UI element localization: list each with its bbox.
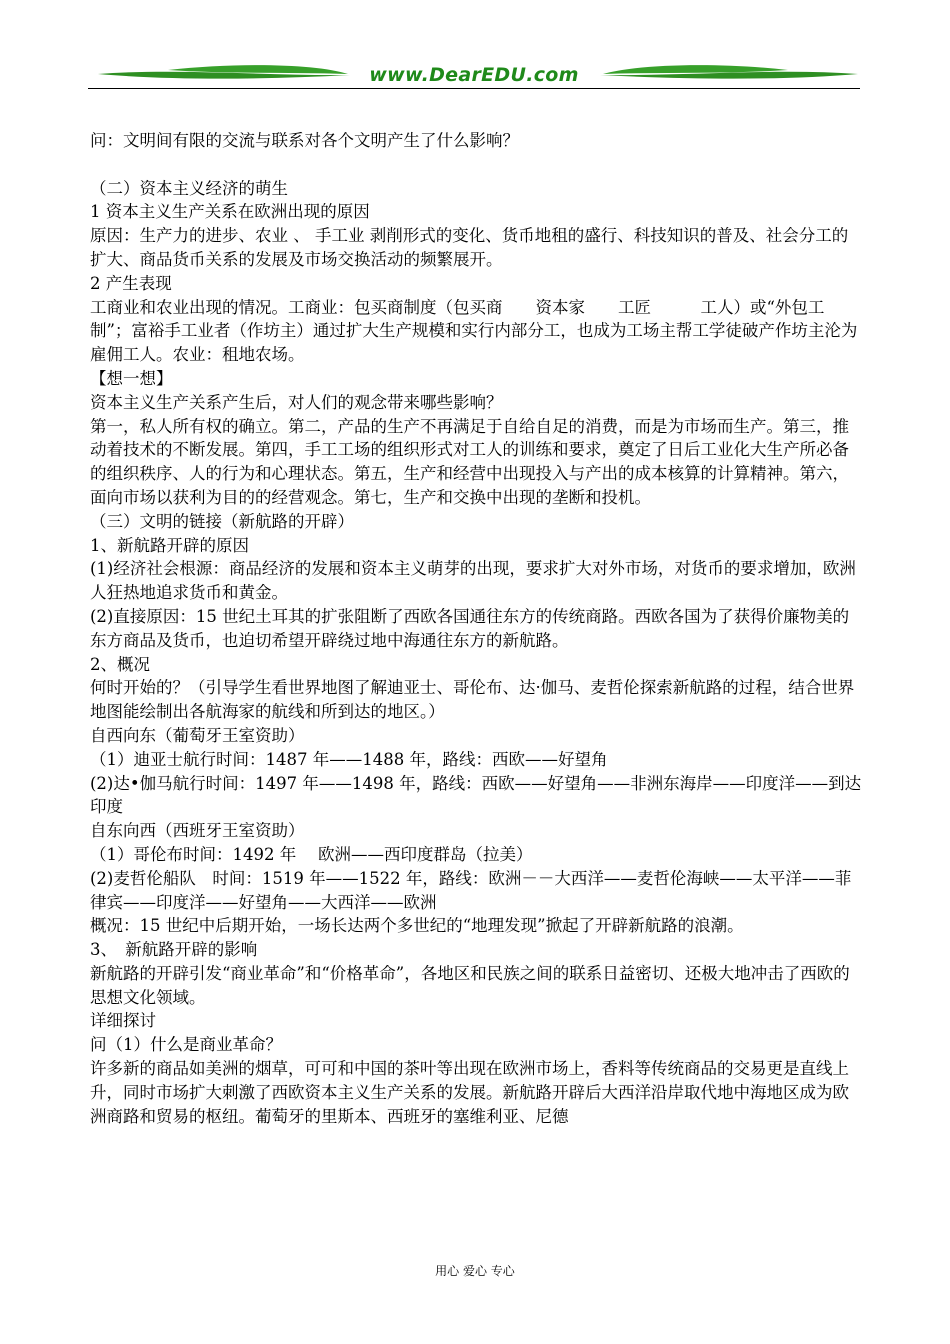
question-line: 问（1）什么是商业革命？: [90, 1035, 282, 1055]
question-line: 问：文明间有限的交流与联系对各个文明产生了什么影响？: [90, 131, 519, 150]
paragraph: 工商业和农业出现的情况。工商业：包买商制度（包买商 资本家 工匠 工人）或“外包工制”；富裕手工业者（作坊主）通过扩大生产规模和实行内部分工，也成为工场主帮工学徒破产作坊主沦为雇佣工人。农业：租地农场。: [90, 297, 858, 365]
paragraph: 新航路的开辟引发“商业革命”和“价格革命”，各地区和民族之间的联系日益密切、还极大地冲击了西欧的思想文化领域。: [90, 963, 850, 1007]
subheading: 详细探讨: [90, 1011, 156, 1031]
section-heading: （三）文明的链接（新航路的开辟）: [90, 511, 354, 531]
subheading: 2、概况: [90, 654, 150, 674]
subheading: 自西向东（葡萄牙王室资助）: [90, 725, 305, 745]
paragraph: (2)达•伽马航行时间：1497 年——1498 年，路线：西欧——好望角——非洲东海岸——印度洋——到达印度: [90, 773, 862, 817]
subheading: 3、 新航路开辟的影响: [90, 940, 258, 960]
paragraph: 资本主义生产关系产生后，对人们的观念带来哪些影响？: [90, 392, 503, 412]
subheading: 2 产生表现: [90, 273, 172, 293]
paragraph: 许多新的商品如美洲的烟草，可可和中国的茶叶等出现在欧洲市场上，香料等传统商品的交易更是直线上升，同时市场扩大刺激了西欧资本主义生产关系的发展。新航路开辟后大西洋沿岸取代地中海地区成为欧洲商路和贸易的枢纽。葡萄牙的里斯本、西班牙的塞维利亚、尼德: [90, 1059, 849, 1126]
paragraph: (1)经济社会根源：商品经济的发展和资本主义萌芽的出现，要求扩大对外市场，对货币的要求增加，欧洲人狂热地追求货币和黄金。: [90, 559, 856, 603]
blank-line: [90, 153, 862, 177]
page-footer: 用心 爱心 专心: [435, 1264, 515, 1278]
subheading: 1、新航路开辟的原因: [90, 535, 249, 555]
site-header-banner: [88, 58, 860, 92]
paragraph: 第一，私人所有权的确立。第二，产品的生产不再满足于自给自足的消费，而是为市场而生产。第三，推动着技术的不断发展。第四，手工工场的组织形式对工人的训练和要求，奠定了日后工业化大生产所必备的组织秩序、人的行为和心理状态。第五，生产和经营中出现投入与产出的成本核算的计算精神。第六，面向市场以获利为目的的经营观念。第七，生产和交换中出现的垄断和投机。: [90, 416, 849, 507]
paragraph: 何时开始的？（引导学生看世界地图了解迪亚士、哥伦布、达·伽马、麦哲伦探索新航路的过程，结合世界地图能绘制出各航海家的航线和所到达的地区。）: [90, 678, 855, 722]
section-heading: （二）资本主义经济的萌生: [90, 178, 288, 198]
paragraph: （1）迪亚士航行时间：1487 年——1488 年，路线：西欧——好望角: [90, 749, 608, 769]
paragraph: (2)直接原因：15 世纪土耳其的扩张阻断了西欧各国通往东方的传统商路。西欧各国为了获得价廉物美的东方商品及货币，也迫切希望开辟绕过地中海通往东方的新航路。: [90, 606, 850, 650]
section-heading: 【想一想】: [90, 368, 173, 388]
document-body: [90, 129, 862, 1128]
subheading: 自东向西（西班牙王室资助）: [90, 821, 305, 841]
paragraph: 原因：生产力的进步、农业 、 手工业 剥削形式的变化、货币地租的盛行、科技知识的普及、社会分工的扩大、商品货币关系的发展及市场交换活动的频繁展开。: [90, 226, 849, 269]
site-url-logo: www.DearEDU.com: [369, 64, 579, 86]
paragraph: （1）哥伦布时间：1492 年 欧洲——西印度群岛（拉美）: [90, 844, 533, 864]
header-rule: [88, 88, 860, 89]
subheading: 1 资本主义生产关系在欧洲出现的原因: [90, 202, 370, 222]
paragraph: 概况：15 世纪中后期开始，一场长达两个多世纪的“地理发现”掀起了开辟新航路的浪潮。: [90, 916, 744, 936]
paragraph: (2)麦哲伦船队 时间：1519 年——1522 年，路线：欧洲－－大西洋——麦哲伦海峡——太平洋——菲律宾——印度洋——好望角——大西洋——欧洲: [90, 868, 852, 912]
